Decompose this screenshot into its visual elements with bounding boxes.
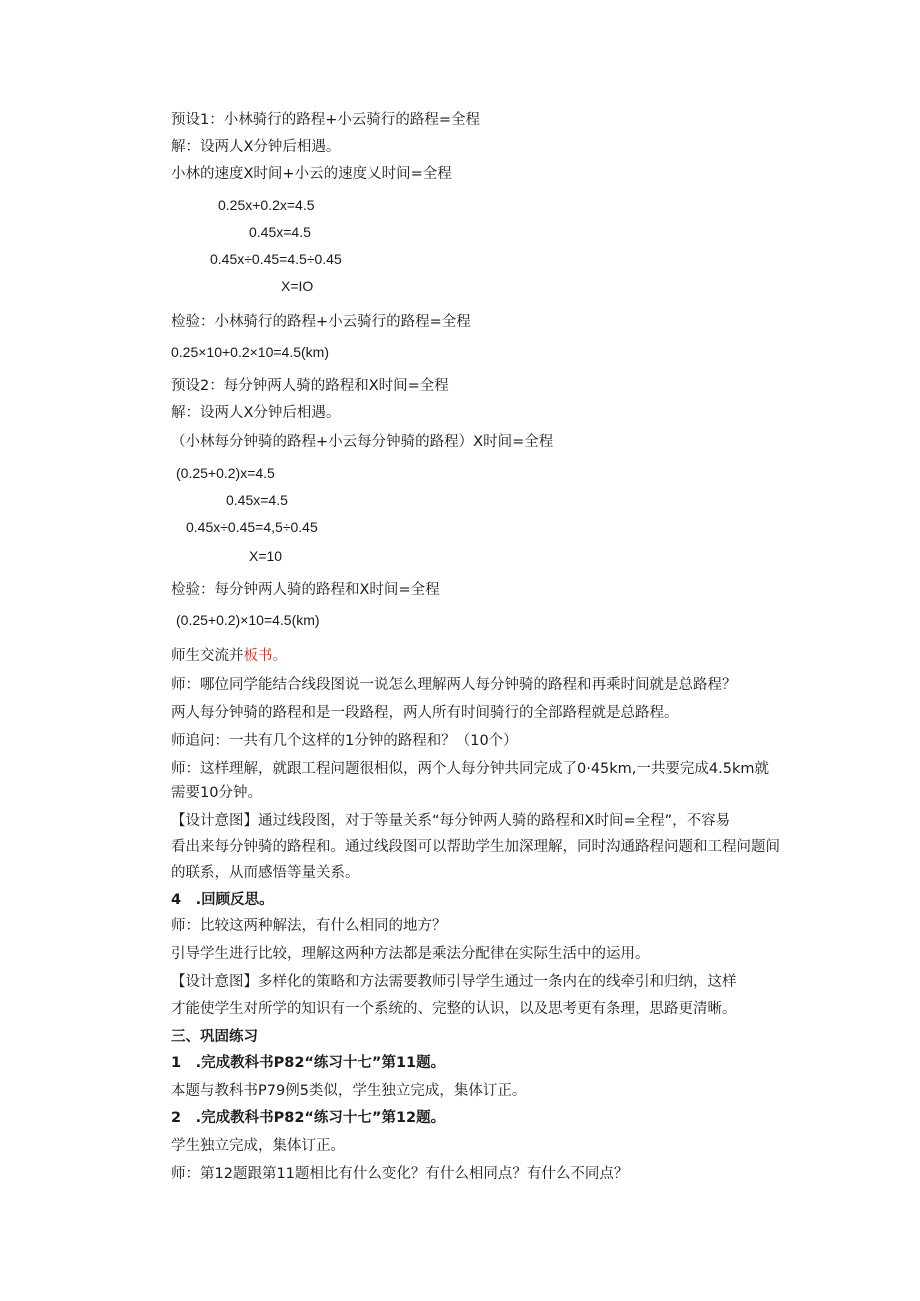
exchange-prefix: 师生交流并 (171, 648, 244, 664)
preset1-relation: 小林的速度X时间+小云的速度乂时间=全程 (171, 166, 452, 182)
preset1-equation-2: 0.45x=4.5 (249, 224, 311, 240)
preset2-check: 检验：每分钟两人骑的路程和X时间=全程 (171, 582, 440, 598)
preset1-heading: 预设1：小林骑行的路程+小云骑行的路程=全程 (171, 112, 481, 128)
section-3-title: 三、巩固练习 (171, 1029, 258, 1045)
preset2-equation-2: 0.45x=4.5 (226, 492, 288, 508)
preset2-relation: （小林每分钟骑的路程+小云每分钟骑的路程）X时间=全程 (171, 434, 554, 450)
preset1-solve: 解：设两人X分钟后相遇。 (171, 139, 341, 155)
preset2-equation-3: 0.45x÷0.45=4,5÷0.45 (186, 519, 318, 535)
section-4-question: 师：比较这两种解法，有什么相同的地方？ (171, 918, 447, 934)
exercise-item-2-note: 学生独立完成，集体订正。 (171, 1138, 345, 1154)
dialog-answer-1: 两人每分钟骑的路程和是一段路程，两人所有时间骑行的全部路程就是总路程。 (171, 705, 679, 721)
preset1-equation-4: X=IO (281, 278, 314, 294)
exchange-highlight: 板书。 (243, 648, 287, 664)
preset1-equation-3: 0.45x÷0.45=4.5÷0.45 (210, 251, 342, 267)
preset2-check-calc: (0.25+0.2)×10=4.5(km) (176, 612, 320, 628)
preset2-solve: 解：设两人X分钟后相遇。 (171, 405, 341, 421)
design-intent-1-line3: 的联系，从而感悟等量关系。 (171, 865, 360, 881)
design-intent-1-line2: 看出来每分钟骑的路程和。通过线段图可以帮助学生加深理解，同时沟通路程问题和工程问题间 (171, 839, 780, 855)
preset1-equation-1: 0.25x+0.2x=4.5 (218, 197, 315, 213)
section-4-title: 4 .回顾反思。 (171, 892, 274, 908)
preset2-equation-4: X=10 (249, 548, 283, 564)
exercise-item-1-note: 本题与教科书P79例5类似，学生独立完成，集体订正。 (171, 1083, 527, 1099)
preset1-check-calc: 0.25×10+0.2×10=4.5(km) (171, 344, 330, 360)
design-intent-1-line1: 【设计意图】通过线段图，对于等量关系“每分钟两人骑的路程和X时间=全程”，不容易 (171, 813, 731, 829)
preset2-heading: 预设2：每分钟两人骑的路程和X时间=全程 (171, 378, 449, 394)
section-4-guide: 引导学生进行比较，理解这两种方法都是乘法分配律在实际生活中的运用。 (171, 946, 650, 962)
dialog-teacher-1-line1: 师：这样理解，就跟工程问题很相似，两个人每分钟共同完成了0·45km,一共要完成4.5km就 (171, 761, 769, 777)
dialog-question-1: 师：哪位同学能结合线段图说一说怎么理解两人每分钟骑的路程和再乘时间就是总路程？ (171, 677, 737, 693)
dialog-question-2: 师追问：一共有几个这样的1分钟的路程和？（10个） (171, 733, 518, 749)
exchange-line (171, 646, 287, 666)
exercise-item-2: 2 .完成教科书P82“练习十七”第12题。 (171, 1110, 446, 1126)
design-intent-2-line2: 才能使学生对所学的知识有一个系统的、完整的认识，以及思考更有条理，思路更清晰。 (171, 1001, 737, 1017)
exercise-item-1: 1 .完成教科书P82“练习十七”第11题。 (171, 1055, 446, 1071)
exercise-item-2-question: 师：第12题跟第11题相比有什么变化？有什么相同点？有什么不同点？ (171, 1166, 629, 1182)
dialog-teacher-1-line2: 需要10分钟。 (171, 785, 262, 801)
preset2-equation-1: (0.25+0.2)x=4.5 (176, 465, 275, 481)
design-intent-2-line1: 【设计意图】多样化的策略和方法需要教师引导学生通过一条内在的线牵引和归纳，这样 (171, 974, 737, 990)
preset1-check: 检验：小林骑行的路程+小云骑行的路程=全程 (171, 314, 471, 330)
